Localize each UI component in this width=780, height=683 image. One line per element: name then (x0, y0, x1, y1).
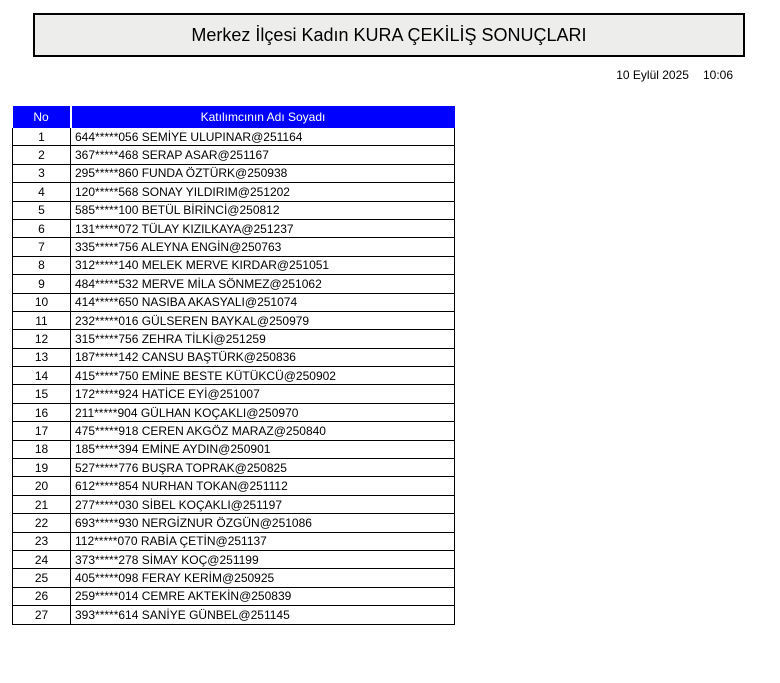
participant-name: 414*****650 NASIBA AKASYALI@251074 (71, 293, 455, 311)
participant-name: 612*****854 NURHAN TOKAN@251112 (71, 477, 455, 495)
report-time: 10:06 (702, 68, 733, 82)
participant-name: 211*****904 GÜLHAN KOÇAKLI@250970 (71, 403, 455, 421)
table-row (13, 146, 455, 164)
row-number: 5 (13, 201, 71, 219)
row-number: 21 (13, 495, 71, 513)
table-row (13, 293, 455, 311)
table-row (13, 367, 455, 385)
participant-name: 312*****140 MELEK MERVE KIRDAR@251051 (71, 256, 455, 274)
column-header-name: Katılımcının Adı Soyadı (71, 106, 455, 128)
participant-name: 335*****756 ALEYNA ENGİN@250763 (71, 238, 455, 256)
table-row (13, 348, 455, 366)
participant-name: 405*****098 FERAY KERİM@250925 (71, 569, 455, 587)
participant-name: 415*****750 EMİNE BESTE KÜTÜKCÜ@250902 (71, 367, 455, 385)
table-row (13, 587, 455, 605)
table-row (13, 219, 455, 237)
table-row (13, 385, 455, 403)
row-number: 3 (13, 164, 71, 182)
participant-name: 120*****568 SONAY YILDIRIM@251202 (71, 183, 455, 201)
row-number: 12 (13, 330, 71, 348)
row-number: 25 (13, 569, 71, 587)
row-number: 24 (13, 550, 71, 568)
table-row (13, 495, 455, 513)
row-number: 1 (13, 128, 71, 146)
participant-name: 187*****142 CANSU BAŞTÜRK@250836 (71, 348, 455, 366)
row-number: 20 (13, 477, 71, 495)
row-number: 17 (13, 422, 71, 440)
table-row (13, 311, 455, 329)
table-row (13, 128, 455, 146)
participant-name: 693*****930 NERGİZNUR ÖZGÜN@251086 (71, 514, 455, 532)
row-number: 18 (13, 440, 71, 458)
date-time (560, 68, 733, 82)
row-number: 19 (13, 459, 71, 477)
results-table (12, 106, 455, 625)
row-number: 15 (13, 385, 71, 403)
row-number: 27 (13, 606, 71, 624)
participant-name: 527*****776 BUŞRA TOPRAK@250825 (71, 459, 455, 477)
participant-name: 367*****468 SERAP ASAR@251167 (71, 146, 455, 164)
table-row (13, 550, 455, 568)
table-row (13, 164, 455, 182)
row-number: 23 (13, 532, 71, 550)
row-number: 4 (13, 183, 71, 201)
participant-name: 484*****532 MERVE MİLA SÖNMEZ@251062 (71, 275, 455, 293)
table-row (13, 477, 455, 495)
row-number: 11 (13, 311, 71, 329)
table-row (13, 256, 455, 274)
participant-name: 277*****030 SİBEL KOÇAKLI@251197 (71, 495, 455, 513)
row-number: 22 (13, 514, 71, 532)
row-number: 14 (13, 367, 71, 385)
row-number: 10 (13, 293, 71, 311)
row-number: 9 (13, 275, 71, 293)
participant-name: 112*****070 RABİA ÇETİN@251137 (71, 532, 455, 550)
row-number: 2 (13, 146, 71, 164)
row-number: 26 (13, 587, 71, 605)
table-row (13, 330, 455, 348)
table-row (13, 238, 455, 256)
participant-name: 232*****016 GÜLSEREN BAYKAL@250979 (71, 311, 455, 329)
participant-name: 315*****756 ZEHRA TİLKİ@251259 (71, 330, 455, 348)
participant-name: 393*****614 SANİYE GÜNBEL@251145 (71, 606, 455, 624)
table-row (13, 459, 455, 477)
table-row (13, 201, 455, 219)
participant-name: 295*****860 FUNDA ÖZTÜRK@250938 (71, 164, 455, 182)
row-number: 7 (13, 238, 71, 256)
table-row (13, 569, 455, 587)
table-row (13, 514, 455, 532)
table-row (13, 532, 455, 550)
title-box (33, 13, 745, 57)
participant-name: 131*****072 TÜLAY KIZILKAYA@251237 (71, 219, 455, 237)
row-number: 16 (13, 403, 71, 421)
column-header-no: No (13, 106, 71, 128)
participant-name: 373*****278 SİMAY KOÇ@251199 (71, 550, 455, 568)
table-row (13, 422, 455, 440)
table-row (13, 183, 455, 201)
participant-name: 644*****056 SEMİYE ULUPINAR@251164 (71, 128, 455, 146)
table-row (13, 440, 455, 458)
table-row (13, 606, 455, 624)
table-row (13, 403, 455, 421)
participant-name: 585*****100 BETÜL BİRİNCİ@250812 (71, 201, 455, 219)
row-number: 8 (13, 256, 71, 274)
row-number: 6 (13, 219, 71, 237)
row-number: 13 (13, 348, 71, 366)
table-row (13, 275, 455, 293)
participant-name: 185*****394 EMİNE AYDIN@250901 (71, 440, 455, 458)
table-body (13, 128, 455, 624)
participant-name: 172*****924 HATİCE EYİ@251007 (71, 385, 455, 403)
page-title: Merkez İlçesi Kadın KURA ÇEKİLİŞ SONUÇLARI (191, 24, 587, 45)
participant-name: 259*****014 CEMRE AKTEKİN@250839 (71, 587, 455, 605)
table-header-row (13, 106, 455, 128)
participant-name: 475*****918 CEREN AKGÖZ MARAZ@250840 (71, 422, 455, 440)
report-date: 10 Eylül 2025 (616, 68, 689, 82)
